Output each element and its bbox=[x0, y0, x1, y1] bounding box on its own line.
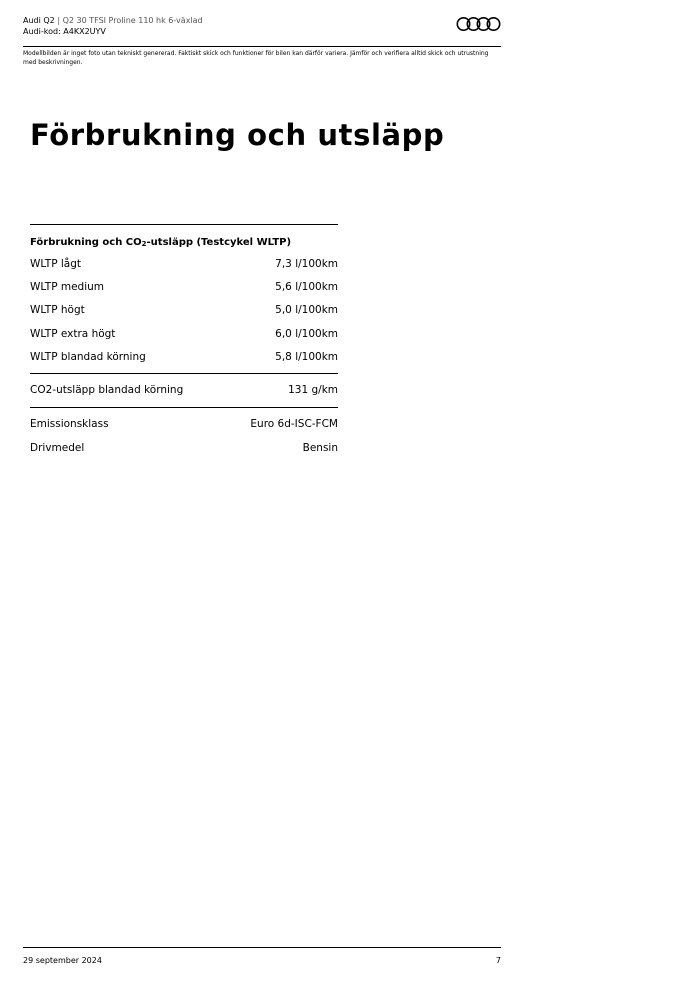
spec-label: WLTP medium bbox=[30, 280, 105, 293]
header-divider bbox=[23, 46, 501, 47]
consumption-rows bbox=[30, 252, 338, 368]
header-code-label: Audi-kod: bbox=[23, 27, 61, 36]
document-header bbox=[23, 15, 501, 37]
spec-label: Emissionsklass bbox=[30, 418, 109, 431]
spec-value: 131 g/km bbox=[288, 384, 338, 397]
footer-date: 29 september 2024 bbox=[23, 956, 102, 965]
spec-value: 5,6 l/100km bbox=[275, 280, 338, 293]
spec-row-emission-class bbox=[30, 413, 338, 436]
header-separator: | bbox=[57, 16, 61, 25]
spec-value: 5,8 l/100km bbox=[275, 350, 338, 363]
spec-row-wltp-low bbox=[30, 252, 338, 275]
section-divider bbox=[30, 407, 338, 408]
spec-label: WLTP blandad körning bbox=[30, 350, 146, 363]
spec-label: WLTP lågt bbox=[30, 257, 82, 270]
header-variant: Q2 30 TFSI Proline 110 hk 6-växlad bbox=[62, 16, 203, 25]
spec-label: CO2-utsläpp blandad körning bbox=[30, 384, 184, 397]
spec-row-co2-combined bbox=[30, 378, 338, 401]
page-number: 7 bbox=[495, 956, 501, 965]
footer-divider bbox=[23, 947, 501, 948]
header-model: Audi Q2 bbox=[23, 16, 55, 25]
header-model-line bbox=[23, 15, 501, 26]
page-title: Förbrukning och utsläpp bbox=[30, 118, 445, 152]
section-divider bbox=[30, 373, 338, 374]
section-title-subscript: 2 bbox=[141, 240, 147, 248]
header-code-line bbox=[23, 26, 501, 37]
section-title-suffix: -utsläpp (Testcykel WLTP) bbox=[146, 237, 292, 248]
spec-row-wltp-combined bbox=[30, 345, 338, 368]
spec-value: Bensin bbox=[302, 441, 338, 454]
consumption-section-title bbox=[30, 236, 338, 250]
spec-value: Euro 6d-ISC-FCM bbox=[250, 418, 338, 431]
section-title-prefix: Förbrukning och CO bbox=[30, 237, 142, 248]
spec-value: 5,0 l/100km bbox=[275, 304, 338, 317]
spec-label: Drivmedel bbox=[30, 441, 85, 454]
spec-row-wltp-extra-high bbox=[30, 322, 338, 345]
audi-logo-icon bbox=[456, 16, 501, 32]
spec-label: WLTP högt bbox=[30, 304, 85, 317]
spec-row-fuel bbox=[30, 436, 338, 459]
spec-table bbox=[30, 224, 338, 459]
header-code-value: A4KX2UYV bbox=[63, 27, 106, 36]
spec-row-wltp-high bbox=[30, 299, 338, 322]
other-rows bbox=[30, 413, 338, 460]
spec-value: 7,3 l/100km bbox=[275, 257, 338, 270]
disclaimer-text: Modellbilden är inget foto utan tekniskt genererad. Faktiskt skick och funktioner för bilen kan därför variera. Jämför och verifiera alltid skick och utrustning med beskrivningen. bbox=[23, 50, 489, 66]
spec-label: WLTP extra högt bbox=[30, 327, 116, 340]
emission-rows bbox=[30, 378, 338, 401]
section-divider bbox=[30, 224, 338, 225]
spec-row-wltp-medium bbox=[30, 275, 338, 298]
spec-value: 6,0 l/100km bbox=[275, 327, 338, 340]
